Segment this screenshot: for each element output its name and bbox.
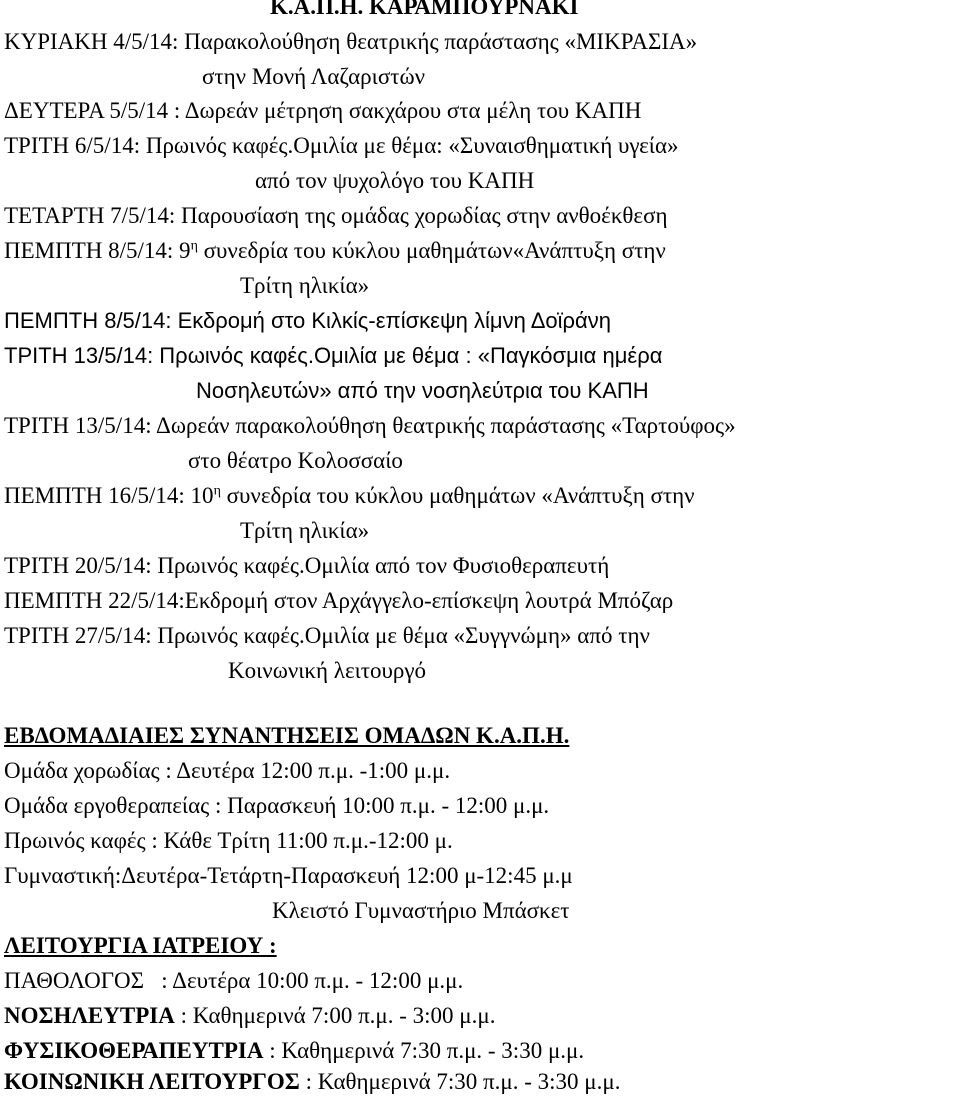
clinic-heading: ΛΕΙΤΟΥΡΓΙΑ ΙΑΤΡΕΙΟΥ : [4, 933, 277, 958]
event-line: στην Μονή Λαζαριστών [202, 64, 425, 89]
event-line: ΔΕΥΤΕΡΑ 5/5/14 : Δωρεάν μέτρηση σακχάρου στα μέλη του ΚΑΠΗ [4, 98, 642, 123]
ordinal-suffix: η [190, 238, 198, 254]
clinic-hours: : Καθημερινά 7:30 π.μ. - 3:30 μ.μ. [299, 1069, 621, 1094]
event-line: ΤΡΙΤΗ 27/5/14: Πρωινός καφές.Ομιλία με θέμα «Συγγνώμη» από την [4, 623, 650, 648]
clinic-role: ΦΥΣΙΚΟΘΕΡΑΠΕΥΤΡΙΑ [4, 1038, 264, 1063]
weekly-item: Κλειστό Γυμναστήριο Μπάσκετ [272, 898, 570, 923]
event-line: ΤΡΙΤΗ 6/5/14: Πρωινός καφές.Ομιλία με θέμα: «Συναισθηματική υγεία» [4, 133, 679, 158]
clinic-row [4, 1038, 584, 1068]
event-line-text: συνεδρία του κύκλου μαθημάτων«Ανάπτυξη στην [197, 238, 666, 263]
event-line-text: ΠΕΜΠΤΗ 8/5/14: 9 [4, 238, 191, 263]
event-line: ΠΕΜΠΤΗ 22/5/14:Εκδρομή στον Αρχάγγελο-επίσκεψη λουτρά Μπόζαρ [4, 588, 674, 613]
event-line: από τον ψυχολόγο του ΚΑΠΗ [255, 168, 535, 193]
event-line-text: συνεδρία του κύκλου μαθημάτων «Ανάπτυξη στην [220, 483, 695, 508]
event-line: Τρίτη ηλικία» [240, 273, 370, 298]
page-title: Κ.Α.Π.Η. ΚΑΡΑΜΠΟΥΡΝΑΚΙ [270, 0, 579, 19]
event-line: ΤΡΙΤΗ 13/5/14: Πρωινός καφές.Ομιλία με θέμα : «Παγκόσμια ημέρα [4, 343, 663, 368]
event-line: ΠΕΜΠΤΗ 8/5/14: Εκδρομή στο Κιλκίς-επίσκεψη λίμνη Δοϊράνη [4, 308, 611, 333]
clinic-hours: : Καθημερινά 7:30 π.μ. - 3:30 μ.μ. [263, 1038, 585, 1063]
event-line [4, 238, 666, 268]
clinic-hours: : Δευτέρα 10:00 π.μ. - 12:00 μ.μ. [144, 968, 464, 993]
event-line-text: ΠΕΜΠΤΗ 16/5/14: 10 [4, 483, 214, 508]
event-line: στο θέατρο Κολοσσαίο [188, 448, 403, 473]
clinic-row [4, 1003, 495, 1033]
clinic-role: ΠΑΘΟΛΟΓΟΣ [4, 968, 145, 993]
weekly-item: Ομάδα εργοθεραπείας : Παρασκευή 10:00 π.μ. - 12:00 μ.μ. [4, 793, 550, 818]
event-line: Νοσηλευτών» από την νοσηλεύτρια του ΚΑΠΗ [196, 378, 649, 403]
clinic-role: ΝΟΣΗΛΕΥΤΡΙΑ [4, 1003, 175, 1028]
clinic-hours: : Καθημερινά 7:00 π.μ. - 3:00 μ.μ. [174, 1003, 496, 1028]
weekly-item: Ομάδα χορωδίας : Δευτέρα 12:00 π.μ. -1:00 μ.μ. [4, 758, 451, 783]
ordinal-suffix: η [213, 483, 221, 499]
clinic-row [4, 1069, 620, 1099]
clinic-row [4, 968, 463, 998]
clinic-role: ΚΟΙΝΩΝΙΚΗ ΛΕΙΤΟΥΡΓΟΣ [4, 1069, 300, 1094]
weekly-item: Γυμναστική:Δευτέρα-Τετάρτη-Παρασκευή 12:00 μ-12:45 μ.μ [4, 863, 573, 888]
event-line: ΤΡΙΤΗ 20/5/14: Πρωινός καφές.Ομιλία από τον Φυσιοθεραπευτή [4, 553, 610, 578]
event-line: ΤΕΤΑΡΤΗ 7/5/14: Παρουσίαση της ομάδας χορωδίας στην ανθοέκθεση [4, 203, 668, 228]
event-line: ΚΥΡΙΑΚΗ 4/5/14: Παρακολούθηση θεατρικής παράστασης «ΜΙΚΡΑΣΙΑ» [4, 29, 698, 54]
weekly-heading: ΕΒΔΟΜΑΔΙΑΙΕΣ ΣΥΝΑΝΤΗΣΕΙΣ ΟΜΑΔΩΝ Κ.Α.Π.Η. [4, 723, 570, 748]
event-line [4, 483, 695, 513]
event-line: Κοινωνική λειτουργό [228, 658, 427, 683]
event-line: ΤΡΙΤΗ 13/5/14: Δωρεάν παρακολούθηση θεατρικής παράστασης «Ταρτούφος» [4, 413, 736, 438]
event-line: Τρίτη ηλικία» [240, 518, 370, 543]
weekly-item: Πρωινός καφές : Κάθε Τρίτη 11:00 π.μ.-12:00 μ. [4, 828, 453, 853]
